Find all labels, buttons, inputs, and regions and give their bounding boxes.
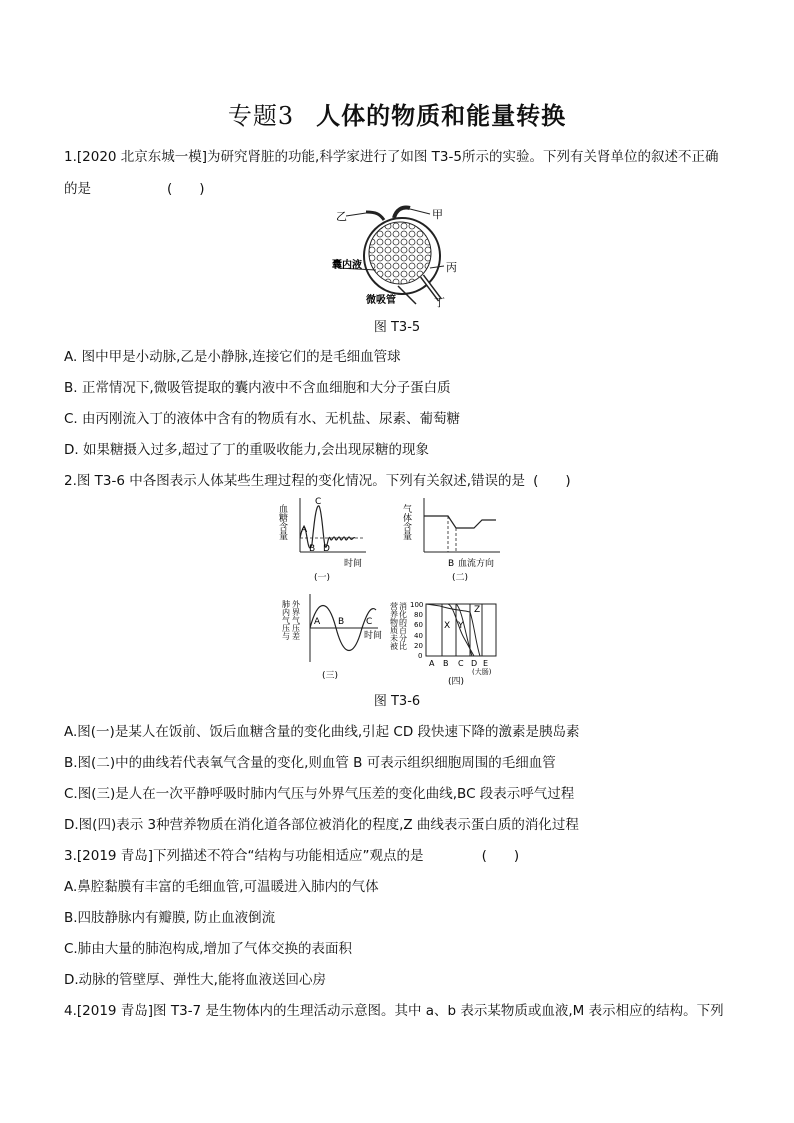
fig1-point-a: A: [301, 525, 308, 535]
q3-stem-line1: [64, 847, 519, 865]
q2-answer-paren: ( ): [533, 473, 571, 489]
fig1-point-b: B: [309, 544, 316, 554]
fig3-point-b: B: [338, 617, 345, 627]
fig4-tick-100: 100: [410, 601, 424, 609]
fig4-x-c: C: [458, 659, 464, 668]
q1-stem-text: 的是: [64, 181, 91, 197]
fig1-xlabel: 时间: [344, 559, 363, 569]
figure-1-blood-sugar: [277, 494, 372, 586]
fig4-tick-40: 40: [414, 632, 423, 640]
q3-option-c: C.肺由大量的肺泡构成,增加了气体交换的表面积: [64, 941, 353, 957]
fig1-caption: (一): [314, 573, 331, 583]
fig4-tick-0: 0: [418, 652, 423, 660]
fig4-label-y: Y: [458, 621, 464, 631]
q1-answer-paren: ( ): [167, 181, 205, 197]
fig2-xlabel: 血流方向: [458, 559, 495, 569]
fig3-point-a: A: [314, 617, 321, 627]
fig4-tick-60: 60: [414, 621, 423, 629]
label-jia: 甲: [432, 208, 443, 221]
fig4-ylabel-2: 消化的百分比: [398, 602, 408, 650]
fig2-curve: [424, 516, 496, 528]
q2-stem-text: 2.图 T3-6 中各图表示人体某些生理过程的变化情况。下列有关叙述,错误的是: [64, 473, 526, 489]
figure-3-lung-pressure: [282, 592, 382, 684]
label-ding: 丁: [434, 296, 445, 309]
fig2-ylabel: 气体含量: [401, 504, 411, 540]
glomerulus: [369, 222, 431, 284]
fig4-label-z: Z: [474, 605, 481, 615]
q2-option-b: B.图(二)中的曲线若代表氧气含量的变化,则血管 B 可表示组织细胞周围的毛细血管: [64, 755, 556, 771]
fig2-caption: (二): [452, 573, 469, 583]
fig4-x-a: A: [429, 659, 435, 668]
q2-option-a: A.图(一)是某人在饭前、饭后血糖含量的变化曲线,引起 CD 段快速下降的激素是胰岛素: [64, 724, 580, 740]
figure-2-gas-content: [401, 494, 504, 586]
q3-option-d: D.动脉的管壁厚、弹性大,能将血液送回心房: [64, 972, 326, 988]
fig4-ylabel-1: 营养物质未被: [389, 602, 399, 650]
q4-stem-line1: 4.[2019 青岛]图 T3-7 是生物体内的生理活动示意图。其中 a、b 表示某物质或血液,M 表示相应的结构。下列: [64, 1003, 724, 1019]
fig4-x-note: (大肠): [472, 668, 492, 676]
vessel-yi: [366, 212, 384, 220]
q1-option-c: C. 由丙刚流入丁的液体中含有的物质有水、无机盐、尿素、葡萄糖: [64, 411, 461, 427]
fig4-label-x: X: [444, 621, 451, 631]
q1-option-d: D. 如果糖摄入过多,超过了丁的重吸收能力,会出现尿糖的现象: [64, 442, 430, 458]
label-weixiguan: 微吸管: [366, 295, 396, 306]
fig3-ylabel-1: 肺内气压与: [281, 600, 291, 640]
q2-stem-line1: [64, 472, 571, 490]
fig3-point-c: C: [366, 617, 373, 627]
fig1-curve: [300, 506, 355, 548]
fig3-xlabel: 时间: [364, 631, 383, 641]
fig1-point-d: D: [323, 544, 330, 554]
q3-stem-text: 3.[2019 青岛]下列描述不符合“结构与功能相适应”观点的是: [64, 848, 424, 864]
fig3-ylabel-2: 外界气压差: [291, 600, 301, 640]
q3-answer-paren: ( ): [481, 848, 520, 864]
q3-option-a: A.鼻腔黏膜有丰富的毛细血管,可温暖进入肺内的气体: [64, 879, 379, 895]
q2-option-d: D.图(四)表示 3种营养物质在消化道各部位被消化的程度,Z 曲线表示蛋白质的消化过程: [64, 817, 579, 833]
fig1-point-c: C: [315, 497, 322, 507]
q2-figure-caption: 图 T3-6: [373, 694, 421, 709]
vessel-jia: [394, 207, 410, 218]
fig2-point-b: B: [448, 559, 455, 569]
q3-option-b: B.四肢静脉内有瓣膜, 防止血液倒流: [64, 910, 276, 926]
fig4-tick-80: 80: [414, 611, 423, 619]
q1-option-b: B. 正常情况下,微吸管提取的囊内液中不含血细胞和大分子蛋白质: [64, 380, 451, 396]
fig4-tick-20: 20: [414, 642, 423, 650]
fig4-x-b: B: [443, 659, 449, 668]
fig4-caption: (四): [448, 677, 465, 687]
figure-t3-5: [332, 206, 468, 309]
q1-stem-line1: 1.[2020 北京东城一模]为研究肾脏的功能,科学家进行了如图 T3-5所示的实验。下列有关肾单位的叙述不正确: [64, 149, 719, 165]
q1-figure-caption: 图 T3-5: [373, 320, 421, 335]
q1-option-a: A. 图中甲是小动脉,乙是小静脉,连接它们的是毛细血管球: [64, 349, 401, 365]
label-nangneiye: 囊内液: [332, 260, 362, 271]
title-prefix: 专题3: [227, 102, 295, 130]
q1-stem-line2: [64, 180, 205, 198]
label-yi: 乙: [336, 210, 347, 223]
fig4-x-e: E: [483, 659, 489, 668]
fig3-caption: (三): [322, 671, 339, 681]
fig4-x-d: D: [471, 659, 478, 668]
figure-4-digestion: [389, 598, 508, 687]
fig1-ylabel: 血糖含量: [277, 504, 287, 540]
title-main: 人体的物质和能量转换: [316, 102, 567, 130]
page-title: [0, 96, 794, 131]
label-bing: 丙: [446, 261, 457, 274]
q2-option-c: C.图(三)是人在一次平静呼吸时肺内气压与外界气压差的变化曲线,BC 段表示呼气过程: [64, 786, 575, 802]
